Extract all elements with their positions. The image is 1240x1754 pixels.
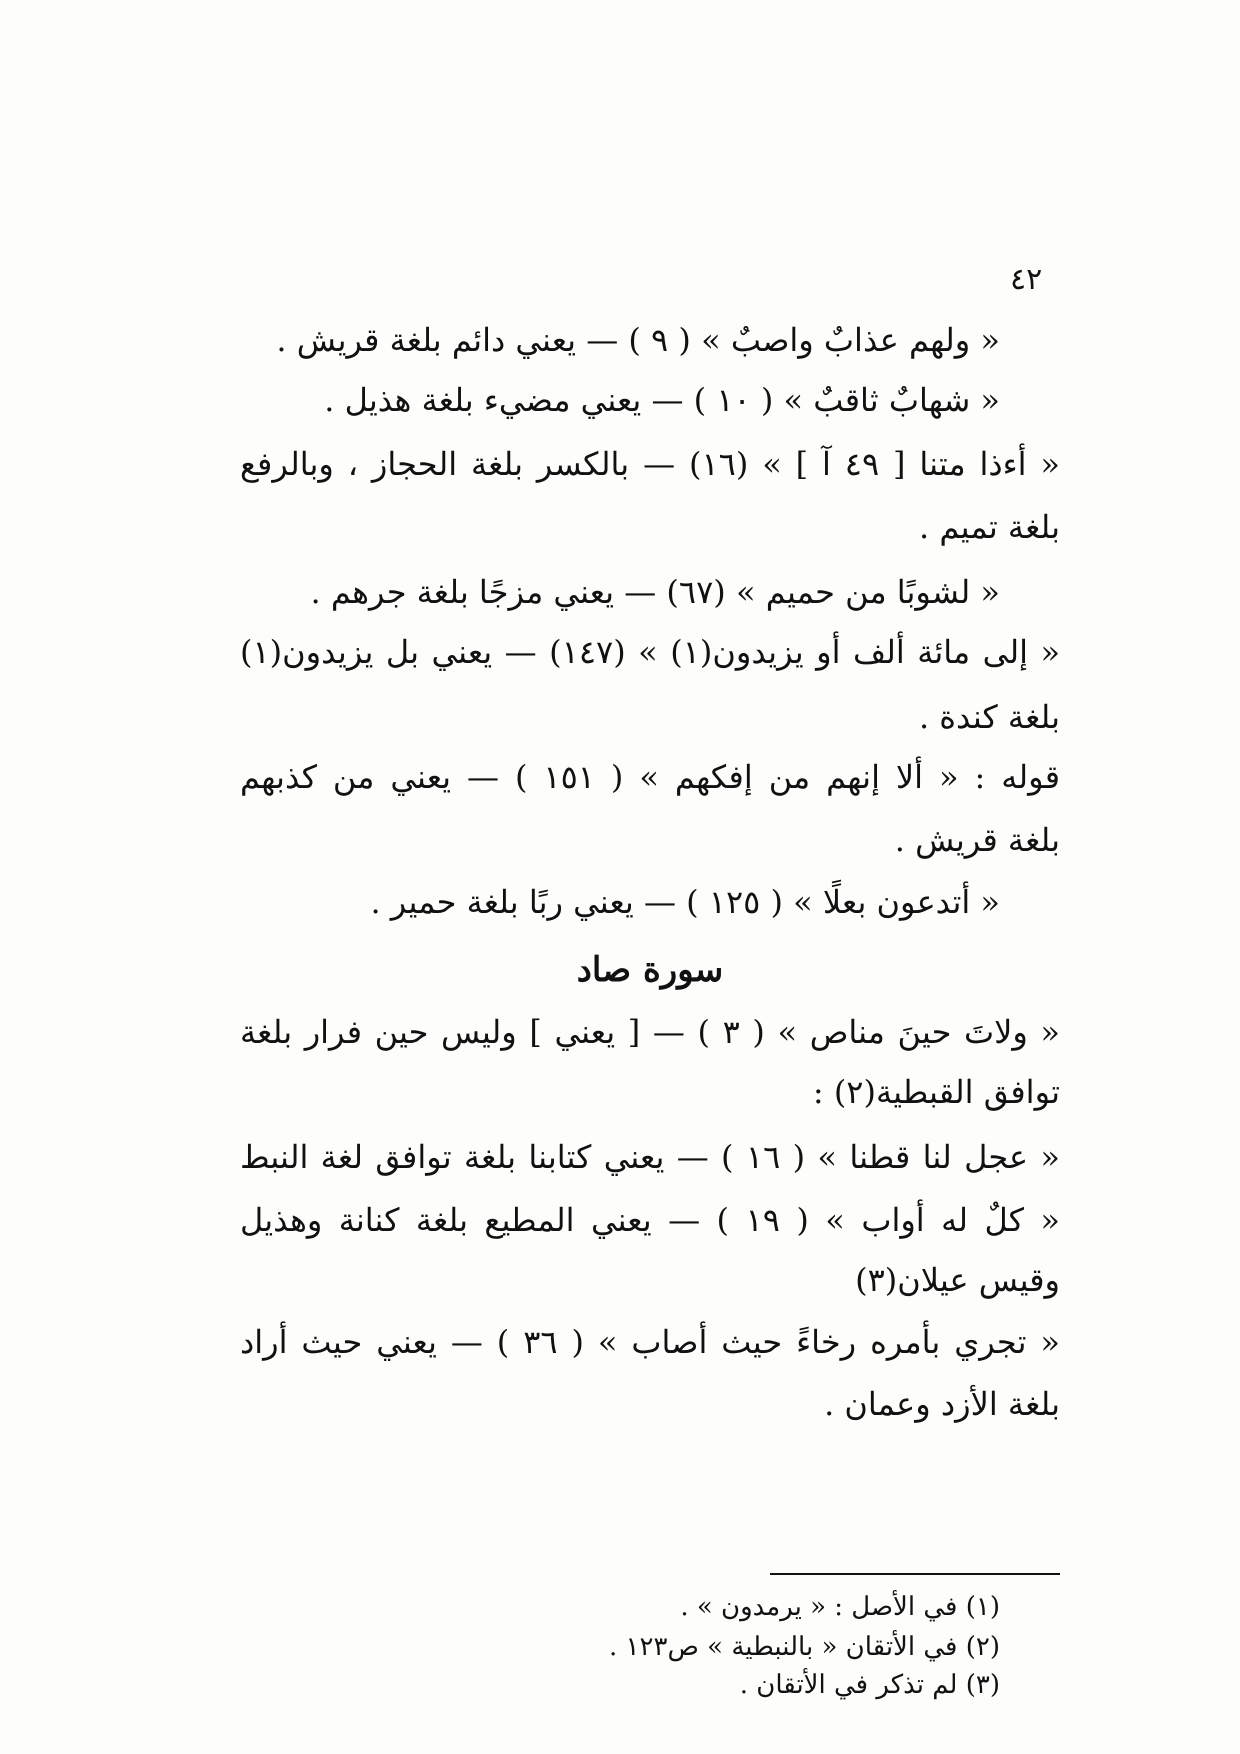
- text-line: قوله : « ألا إنهم من إفكهم » ( ١٥١ ) — يعني من كذبهم: [240, 758, 1061, 796]
- page-number: ٤٢: [1010, 262, 1043, 297]
- body-text: [240, 0, 1060, 1754]
- text-line: « أءذا متنا [ ٤٩ آ ] » (١٦) — بالكسر بلغة الحجاز ، وبالرفع: [240, 445, 1061, 483]
- text-line: « كلٌ له أواب » ( ١٩ ) — يعني المطيع بلغة كنانة وهذيل: [240, 1201, 1061, 1239]
- footnote: (١) في الأصل : « يرمدون » .: [680, 1592, 1000, 1622]
- text-line: « ولهم عذابٌ واصبٌ » ( ٩ ) — يعني دائم بلغة قريش .: [276, 321, 1000, 359]
- section-heading: سورة صاد: [576, 950, 724, 990]
- footnote: (٣) لم تذكر في الأتقان .: [739, 1670, 1000, 1700]
- text-line: بلغة كندة .: [918, 698, 1060, 736]
- text-line: « شهابٌ ثاقبٌ » ( ١٠ ) — يعني مضيء بلغة هذيل .: [324, 381, 1000, 419]
- text-line: « عجل لنا قطنا » ( ١٦ ) — يعني كتابنا بلغة توافق لغة النبط: [240, 1138, 1060, 1176]
- text-line: بلغة الأزد وعمان .: [824, 1385, 1060, 1423]
- text-line: « أتدعون بعلًا » ( ١٢٥ ) — يعني ربًا بلغة حمير .: [370, 883, 1000, 921]
- text-line: بلغة قريش .: [894, 821, 1060, 859]
- text-line: « ولاتَ حينَ مناص » ( ٣ ) — [ يعني ] وليس حين فرار بلغة: [240, 1013, 1061, 1051]
- text-line: « تجري بأمره رخاءً حيث أصاب » ( ٣٦ ) — يعني حيث أراد: [240, 1323, 1061, 1361]
- text-line: « لشوبًا من حميم » (٦٧) — يعني مزجًا بلغة جرهم .: [310, 573, 1000, 611]
- text-line: « إلى مائة ألف أو يزيدون(١) » (١٤٧) — يعني بل يزيدون(١): [240, 633, 1061, 671]
- text-line: توافق القبطية(٢) :: [812, 1073, 1060, 1111]
- text-line: وقيس عيلان(٣): [855, 1261, 1060, 1299]
- footnote: (٢) في الأتقان « بالنبطية » ص١٢٣ .: [609, 1632, 1000, 1662]
- footnote-divider: [770, 1573, 1060, 1575]
- text-line: بلغة تميم .: [919, 508, 1060, 546]
